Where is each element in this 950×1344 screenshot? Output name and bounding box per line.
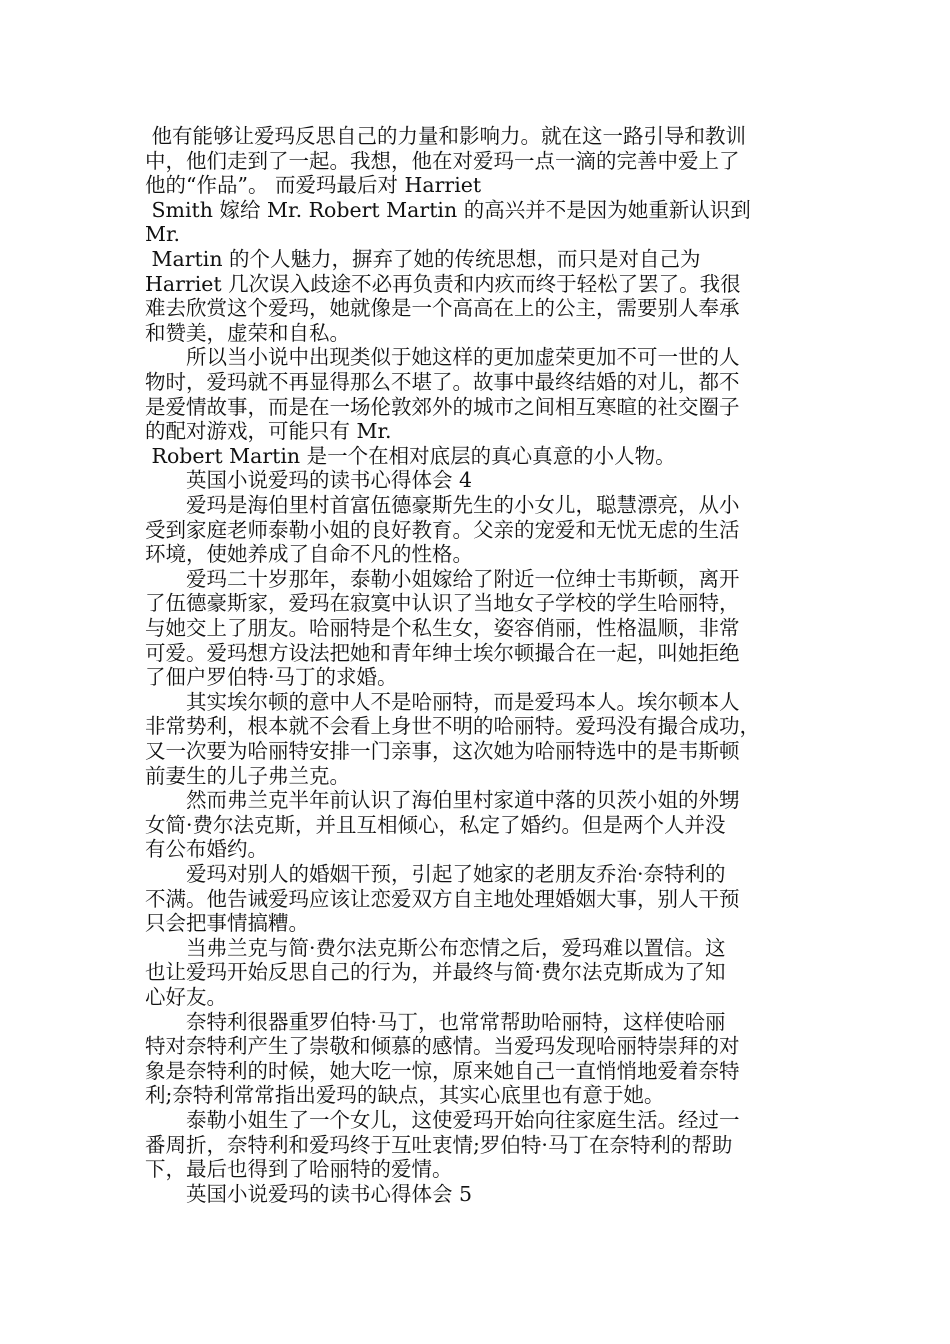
text-line: 爱玛二十岁那年，泰勒小姐嫁给了附近一位绅士韦斯顿，离开	[145, 566, 740, 591]
text-line: Mr.	[145, 222, 181, 247]
text-line: 英国小说爱玛的读书心得体会 4	[145, 468, 473, 493]
text-line: 了佃户罗伯特·马丁的求婚。	[145, 665, 398, 690]
text-line: 只会把事情搞糟。	[145, 911, 309, 936]
text-line: 下，最后也得到了哈丽特的爱情。	[145, 1157, 453, 1182]
text-line: 非常势利，根本就不会看上身世不明的哈丽特。爱玛没有撮合成功，	[145, 714, 760, 739]
text-line: 有公布婚约。	[145, 837, 268, 862]
text-line: Smith 嫁给 Mr. Robert Martin 的高兴并不是因为她重新认识到	[145, 197, 751, 222]
text-line: 与她交上了朋友。哈丽特是个私生女，姿容俏丽，性格温顺，非常	[145, 616, 740, 640]
text-line: 又一次要为哈丽特安排一门亲事，这次她为哈丽特选中的是韦斯顿	[145, 739, 740, 763]
text-line: 的配对游戏，可能只有 Mr.	[145, 419, 392, 444]
text-line: 难去欣赏这个爱玛，她就像是一个高高在上的公主，需要别人奉承	[145, 296, 740, 321]
text-line: 女简·费尔法克斯，并且互相倾心，私定了婚约。但是两个人并没	[145, 812, 726, 837]
text-line: 环境，使她养成了自命不凡的性格。	[145, 542, 473, 567]
text-line: 中，他们走到了一起。我想，他在对爱玛一点一滴的完善中爱上了	[145, 148, 740, 173]
text-line: Robert Martin 是一个在相对底层的真心真意的小人物。	[145, 443, 676, 468]
text-line: 爱玛是海伯里村首富伍德豪斯先生的小女儿，聪慧漂亮，从小	[145, 493, 740, 517]
text-line: 当弗兰克与简·费尔法克斯公布恋情之后，爱玛难以置信。这	[145, 935, 726, 960]
text-line: 泰勒小姐生了一个女儿，这使爱玛开始向往家庭生活。经过一	[145, 1108, 740, 1132]
text-line: 和赞美，虚荣和自私。	[145, 320, 350, 345]
text-line: 英国小说爱玛的读书心得体会 5	[145, 1181, 473, 1206]
text-line: 奈特利很器重罗伯特·马丁，也常常帮助哈丽特，这样使哈丽	[145, 1009, 726, 1034]
text-line: 是爱情故事，而是在一场伦敦郊外的城市之间相互寒暄的社交圈子	[145, 394, 740, 419]
text-line: 物时，爱玛就不再显得那么不堪了。故事中最终结婚的对儿，都不	[145, 370, 740, 394]
text-line: 然而弗兰克半年前认识了海伯里村家道中落的贝茨小姐的外甥	[145, 788, 740, 813]
text-line: 前妻生的儿子弗兰克。	[145, 763, 350, 788]
text-line: Martin 的个人魅力，摒弃了她的传统思想，而只是对自己为	[145, 247, 701, 271]
text-line: 番周折，奈特利和爱玛终于互吐衷情;罗伯特·马丁在奈特利的帮助	[145, 1132, 733, 1157]
text-line: 也让爱玛开始反思自己的行为，并最终与简·费尔法克斯成为了知	[145, 960, 726, 985]
text-line: 可爱。爱玛想方设法把她和青年绅士埃尔顿撮合在一起，叫她拒绝	[145, 640, 740, 665]
text-line: 爱玛对别人的婚姻干预，引起了她家的老朋友乔治·奈特利的	[145, 862, 726, 886]
text-line: 象是奈特利的时候，她大吃一惊，原来她自己一直悄悄地爱着奈特	[145, 1058, 740, 1083]
text-line: 受到家庭老师泰勒小姐的良好教育。父亲的宠爱和无忧无虑的生活	[145, 517, 740, 542]
text-line: 他有能够让爱玛反思自己的力量和影响力。就在这一路引导和教训	[145, 124, 747, 148]
text-line: 不满。他告诫爱玛应该让恋爱双方自主地处理婚姻大事，别人干预	[145, 886, 740, 911]
text-line: 其实埃尔顿的意中人不是哈丽特，而是爱玛本人。埃尔顿本人	[145, 689, 740, 714]
text-line: Harriet 几次误入歧途不必再负责和内疚而终于轻松了罢了。我很	[145, 271, 741, 296]
text-line: 利;奈特利常常指出爱玛的缺点，其实心底里也有意于她。	[145, 1083, 665, 1108]
text-line: 心好友。	[145, 985, 227, 1009]
text-line: 他的“作品”。 而爱玛最后对 Harriet	[145, 173, 482, 198]
text-line: 特对奈特利产生了崇敬和倾慕的感情。当爱玛发现哈丽特崇拜的对	[145, 1034, 740, 1059]
text-line: 了伍德豪斯家，爱玛在寂寞中认识了当地女子学校的学生哈丽特，	[145, 591, 740, 616]
text-line: 所以当小说中出现类似于她这样的更加虚荣更加不可一世的人	[145, 345, 740, 370]
